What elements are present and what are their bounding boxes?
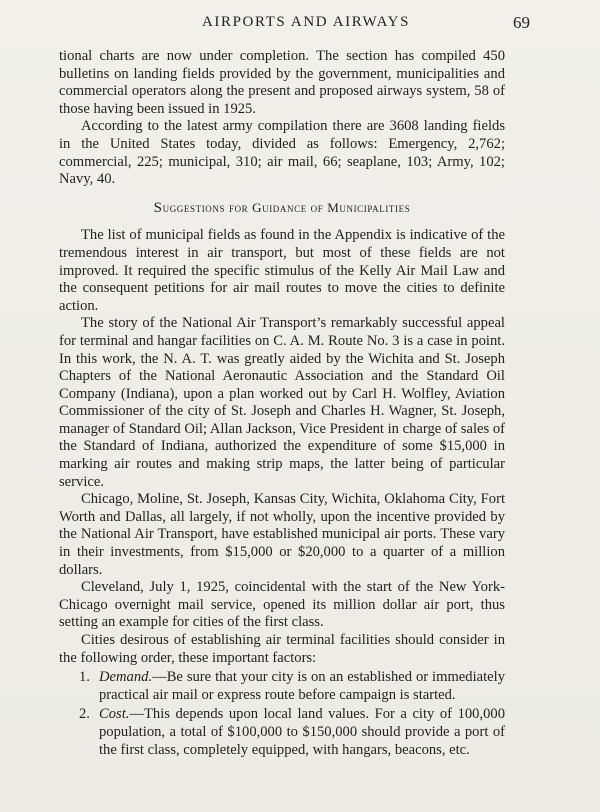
page-number: 69 (513, 13, 530, 32)
paragraph-cities-list: Chicago, Moline, St. Joseph, Kansas City, Wichita, Oklahoma City, Fort Worth and Dallas, all largely, if not wholly, upon the incentive provided by the National Air Transport, have established municipal air ports. These vary in their investments, from $15,000 or $20,000 to a quarter of a million dollars. (59, 491, 505, 578)
page-body (59, 48, 505, 759)
paragraph-cleveland: Cleveland, July 1, 1925, coincidental with the start of the New York-Chicago overnight mail service, opened its million dollar air port, thus setting an example for cities of the first class. (59, 579, 505, 631)
list-item-text: —Be sure that your city is on an established or immediately practical air mail or express route before campaign is started. (99, 669, 505, 703)
list-item (59, 706, 505, 759)
running-head (0, 14, 600, 38)
paragraph-factors-intro: Cities desirous of establishing air terminal facilities should consider in the following order, these important factors: (59, 632, 505, 666)
paragraph-national-air-transport: The story of the National Air Transport’s remarkably successful appeal for terminal and hangar facilities on C. A. M. Route No. 3 is a case in point. In this work, the N. A. T. was greatly aided by the Wichita and St. Joseph Chapters of the National Aeronautic Association and the Standard Oil Company (Indiana), upon a plan worked out by Carl H. Wolfley, Aviation Commissioner of the city of St. Joseph and Charles H. Wagner, St. Joseph, manager of Standard Oil; Allan Jackson, Vice President in charge of sales of the Standard of Indiana, authorized the expenditure of some $15,000 in marking air routes and making strip maps, the latter being of particular service. (59, 315, 505, 490)
list-item-number: 2. (79, 706, 90, 723)
list-item-term: Demand. (99, 669, 153, 686)
paragraph-municipal-fields: The list of municipal fields as found in the Appendix is indicative of the tremendous interest in air transport, but most of these fields are not improved. It required the specific stimulus of the Kelly Air Mail Law and the consequent petitions for air mail routes to move the cities to definite action. (59, 227, 505, 314)
paragraph-continued: tional charts are now under completion. The section has compiled 450 bulletins on landing fields provided by the government, municipalities and commercial operators along the present and proposed airways system, 58 of those having been issued in 1925. (59, 48, 505, 117)
paragraph-landing-fields: According to the latest army compilation there are 3608 landing fields in the United States today, divided as follows: Emergency, 2,762; commercial, 225; municipal, 310; air mail, 66; seaplane, 103; Army, 102; Navy, 40. (59, 118, 505, 188)
list-item (59, 669, 505, 704)
list-item-text: —This depends upon local land values. For a city of 100,000 population, a total of $100,000 to $150,000 should provide a port of the first class, completely equipped, with hangars, beacons, etc. (99, 706, 505, 758)
factors-list (59, 669, 505, 759)
list-item-number: 1. (79, 669, 90, 686)
list-item-term: Cost. (99, 706, 130, 723)
running-title: AIRPORTS AND AIRWAYS (201, 14, 411, 30)
section-heading: Suggestions for Guidance of Municipalities (153, 199, 411, 216)
